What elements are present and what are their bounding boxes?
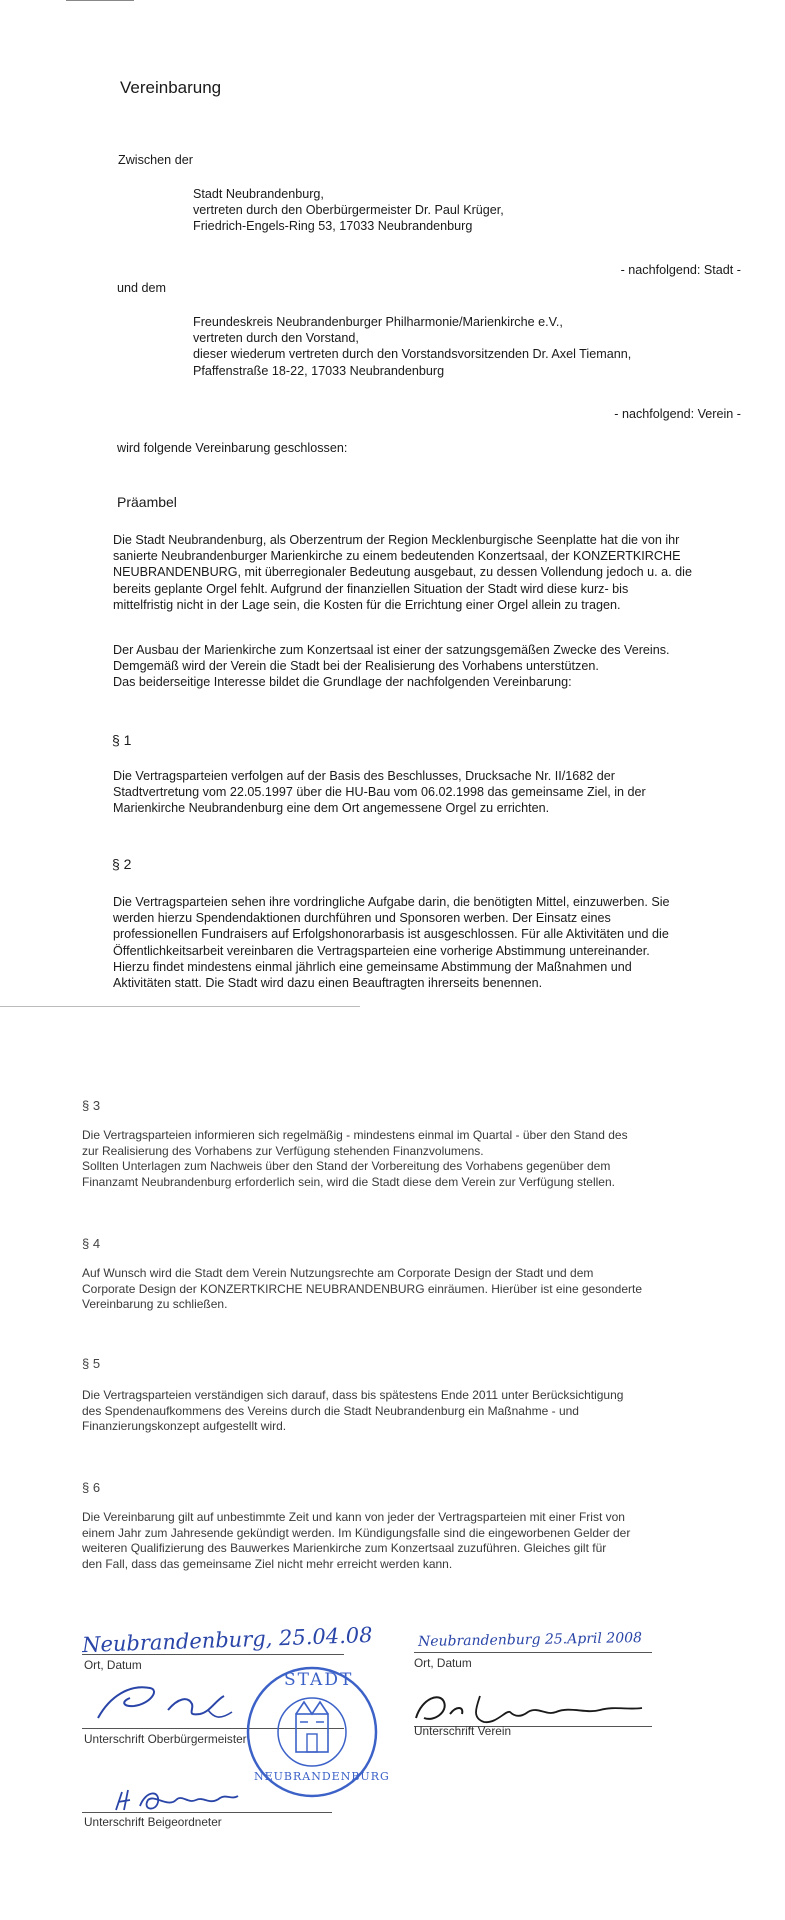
- text-line: mittelfristig nicht in der Lage sein, die Kosten für die Errichtung einer Orgel allein zu tragen.: [113, 597, 621, 612]
- text-line: zur Realisierung des Vorhabens zur Verfügung stehenden Finanzvolumens.: [82, 1143, 484, 1158]
- section-5-heading: § 5: [82, 1356, 101, 1371]
- club-signature: [410, 1688, 650, 1728]
- party2-short: - nachfolgend: Verein -: [614, 407, 741, 421]
- preamble-paragraph-2: [113, 642, 773, 691]
- left-date-line: [82, 1654, 344, 1655]
- preamble-paragraph: [113, 532, 773, 613]
- document-title: Vereinbarung: [120, 78, 222, 97]
- text-line: Die Vereinbarung gilt auf unbestimmte Zeit und kann von jeder der Vertragsparteien mit einer Frist von: [82, 1510, 625, 1524]
- left-date-label: Ort, Datum: [84, 1658, 142, 1672]
- text-line: werden hierzu Spendendaktionen durchführen und Sponsoren werben. Der Einsatz eines: [113, 911, 611, 926]
- party2-represented2: dieser wiederum vertreten durch den Vorstandsvorsitzenden Dr. Axel Tiemann,: [193, 347, 632, 362]
- party2-address: Pfaffenstraße 18-22, 17033 Neubrandenburg: [193, 363, 445, 378]
- party1-short: - nachfolgend: Stadt -: [620, 263, 741, 277]
- mayor-signature: [90, 1676, 240, 1726]
- party2-represented: vertreten durch den Vorstand,: [193, 331, 359, 346]
- section-4-paragraph: [82, 1266, 772, 1313]
- text-line: Aktivitäten statt. Die Stadt wird dazu einen Beauftragten ihrerseits benennen.: [113, 976, 543, 991]
- section-4-heading: § 4: [82, 1236, 101, 1251]
- right-handwritten-date: Neubrandenburg 25.April 2008: [417, 1630, 643, 1650]
- text-line: einem Jahr zum Jahresende gekündigt werden. Im Kündigungsfalle sind die eingeworbenen Gelder der: [82, 1525, 631, 1540]
- deputy-signature-line: [82, 1812, 332, 1813]
- party1-address: Friedrich-Engels-Ring 53, 17033 Neubrandenburg: [193, 219, 473, 234]
- party1-block: [193, 186, 504, 235]
- text-line: Die Vertragsparteien informieren sich regelmäßig - mindestens einmal im Quartal - über den Stand des: [82, 1128, 628, 1142]
- text-line: Auf Wunsch wird die Stadt dem Verein Nutzungsrechte am Corporate Design der Stadt und dem: [82, 1266, 594, 1280]
- text-line: Das beiderseitige Interesse bildet die Grundlage der nachfolgenden Vereinbarung:: [113, 675, 572, 690]
- text-line: Marienkirche Neubrandenburg eine dem Ort angemessene Orgel zu errichten.: [113, 801, 550, 816]
- text-line: den Fall, dass das gemeinsame Ziel nicht mehr erreicht werden kann.: [82, 1556, 453, 1571]
- party1-represented: vertreten durch den Oberbürgermeister Dr. Paul Krüger,: [193, 203, 504, 218]
- text-line: Die Vertragsparteien verfolgen auf der Basis des Beschlusses, Drucksache Nr. II/1682 der: [113, 769, 615, 783]
- text-line: Die Vertragsparteien sehen ihre vordringliche Aufgabe darin, die benötigten Mittel, einzuwerben. Sie: [113, 895, 670, 909]
- right-date-line: [414, 1652, 652, 1653]
- and-label: und dem: [117, 281, 167, 295]
- party1-name: Stadt Neubrandenburg,: [193, 187, 324, 201]
- text-line: Die Vertragsparteien verständigen sich darauf, dass bis spätestens Ende 2011 unter Berücksichtigung: [82, 1388, 624, 1402]
- section-3-heading: § 3: [82, 1098, 101, 1113]
- text-line: Corporate Design der KONZERTKIRCHE NEUBRANDENBURG einräumen. Hierüber ist eine gesonderte: [82, 1281, 642, 1296]
- city-seal: [244, 1664, 390, 1800]
- text-line: Vereinbarung zu schließen.: [82, 1297, 228, 1312]
- left-handwritten-date: Neubrandenburg, 25.04.08: [81, 1622, 373, 1658]
- text-line: des Spendenaufkommens des Vereins durch die Stadt Neubrandenburg ein Maßnahme - und: [82, 1403, 579, 1418]
- section-2-heading: § 2: [112, 856, 132, 872]
- seal-text-top: STADT: [284, 1670, 354, 1690]
- text-line: NEUBRANDENBURG, mit überregionaler Bedeutung ausgebaut, zu dessen Vollendung jedoch u. a. die: [113, 565, 692, 580]
- concluded-text: wird folgende Vereinbarung geschlossen:: [117, 441, 348, 455]
- right-date-label: Ort, Datum: [414, 1656, 472, 1670]
- page-break-line: [0, 1006, 360, 1007]
- club-label: Unterschrift Verein: [414, 1724, 512, 1738]
- party2-name: Freundeskreis Neubrandenburger Philharmonie/Marienkirche e.V.,: [193, 315, 563, 329]
- text-line: Hierzu findet mindestens einmal jährlich eine gemeinsame Abstimmung der Maßnahmen und: [113, 959, 632, 974]
- section-2-paragraph: [113, 894, 781, 991]
- party2-block: [193, 314, 631, 379]
- between-label: Zwischen der: [118, 153, 193, 167]
- text-line: Öffentlichkeitsarbeit vereinbaren die Vertragsparteien eine vorherige Abstimmung untereinander.: [113, 943, 650, 958]
- text-line: sanierte Neubrandenburger Marienkirche zu einem bedeutenden Konzertsaal, der KONZERTKIRCHE: [113, 549, 681, 564]
- section-3-paragraph: [82, 1128, 772, 1190]
- text-line: Demgemäß wird der Verein die Stadt bei der Realisierung des Vorhabens unterstützen.: [113, 659, 599, 674]
- seal-text-bottom: NEUBRANDENBURG: [254, 1770, 390, 1783]
- text-line: Finanzierungskonzept aufgestellt wird.: [82, 1419, 287, 1434]
- section-5-paragraph: [82, 1388, 772, 1435]
- section-6-paragraph: [82, 1510, 772, 1572]
- text-line: Stadtvertretung vom 22.05.1997 über die HU-Bau vom 06.02.1998 das gemeinsame Ziel, in der: [113, 785, 646, 800]
- section-6-heading: § 6: [82, 1480, 101, 1495]
- section-1-heading: § 1: [112, 732, 132, 748]
- text-line: weiteren Qualifizierung des Bauwerkes Marienkirche zum Konzertsaal zuzuführen. Gleiches gilt für: [82, 1541, 607, 1556]
- mayor-label: Unterschrift Oberbürgermeister: [84, 1732, 247, 1746]
- text-line: Finanzamt Neubrandenburg erforderlich sein, wird die Stadt diese dem Verein zur Verfügung stellen.: [82, 1174, 615, 1189]
- text-line: Die Stadt Neubrandenburg, als Oberzentrum der Region Mecklenburgische Seenplatte hat die von ihr: [113, 533, 680, 547]
- top-rule: [66, 0, 134, 1]
- text-line: bereits geplante Orgel fehlt. Aufgrund der finanziellen Situation der Stadt wird diese kurz- bis: [113, 581, 629, 596]
- section-1-paragraph: [113, 768, 773, 817]
- preamble-heading: Präambel: [117, 494, 177, 510]
- text-line: Sollten Unterlagen zum Nachweis über den Stand der Vorbereitung des Vorhabens gegenüber dem: [82, 1159, 611, 1174]
- text-line: Der Ausbau der Marienkirche zum Konzertsaal ist einer der satzungsgemäßen Zwecke des Vereins.: [113, 643, 670, 657]
- text-line: professionellen Fundraisers auf Erfolgshonorarbasis ist ausgeschlossen. Für alle Aktivitäten und die: [113, 927, 669, 942]
- deputy-label: Unterschrift Beigeordneter: [84, 1815, 222, 1829]
- deputy-signature: [112, 1786, 242, 1814]
